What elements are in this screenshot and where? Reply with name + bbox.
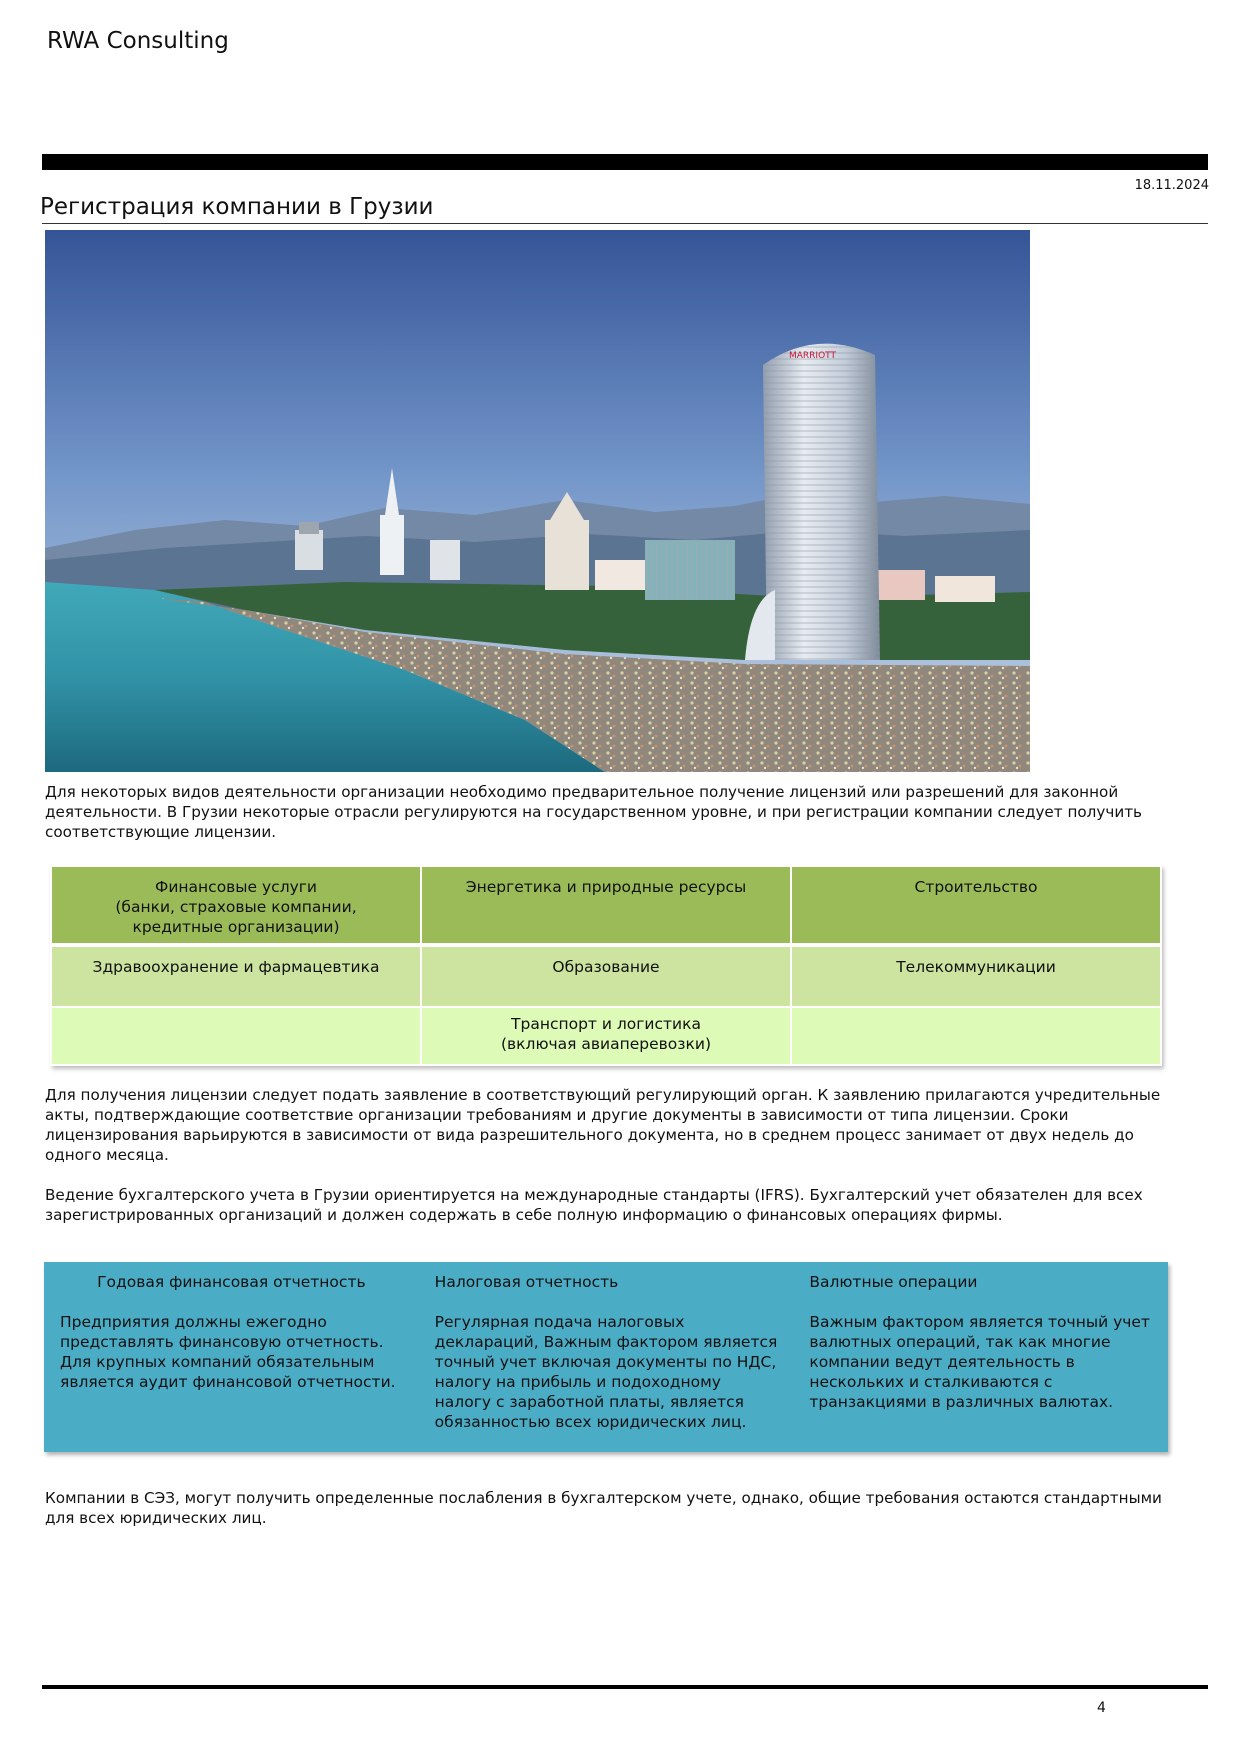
document-date: 18.11.2024 bbox=[1134, 178, 1209, 193]
column-heading: Валютные операции bbox=[809, 1273, 978, 1291]
tower-sign: MARRIOTT bbox=[789, 351, 837, 361]
accounting-requirements-table bbox=[44, 1262, 1168, 1452]
brand-name: RWA Consulting bbox=[47, 28, 229, 54]
cell-line: (включая авиаперевозки) bbox=[501, 1035, 711, 1053]
table-row bbox=[51, 945, 1161, 1007]
license-procedure-paragraph: Для получения лицензии следует подать заявление в соответствующий регулирующий орган. К заявлению прилагаются учредительные акты, подтверждающие соответствие организации требованиям и другие документы в зависимости от типа лицензии. Сроки лицензирования варьируются в зависимости от вида разрешительного документа, но в среднем процесс занимает от двух недель до одного месяца. bbox=[45, 1086, 1161, 1164]
cell-line: кредитные организации) bbox=[132, 918, 340, 936]
table-cell: Телекоммуникации bbox=[791, 945, 1161, 1007]
licensed-industries-table bbox=[50, 865, 1162, 1066]
column-heading: Налоговая отчетность bbox=[434, 1273, 619, 1291]
currency-operations-column bbox=[793, 1262, 1168, 1452]
table-cell bbox=[51, 866, 421, 945]
column-text: Регулярная подача налоговых деклараций, Важным фактором является точный учет включая документы по НДС, налогу на прибыль и подоходному налогу с заработной платы, является обязанностью всех юридических лиц. bbox=[434, 1313, 778, 1431]
cell-line: Транспорт и логистика bbox=[511, 1015, 701, 1033]
title-divider bbox=[42, 223, 1208, 224]
table-cell bbox=[791, 1007, 1161, 1065]
table-row bbox=[51, 866, 1161, 945]
column-heading: Годовая финансовая отчетность bbox=[97, 1273, 366, 1291]
table-cell bbox=[421, 1007, 791, 1065]
page-number: 4 bbox=[1097, 1700, 1106, 1716]
footer-bar bbox=[42, 1685, 1208, 1689]
column-text: Предприятия должны ежегодно представлять финансовую отчетность. Для крупных компаний обязательным является аудит финансовой отчетности. bbox=[60, 1313, 396, 1391]
cell-line: (банки, страховые компании, bbox=[115, 898, 357, 916]
batumi-coastline-photo bbox=[45, 230, 1030, 772]
table-cell bbox=[51, 1007, 421, 1065]
column-text: Важным фактором является точный учет валютных операций, так как многие компании ведут деятельность в нескольких и сталкиваются с транзакциями в различных валютах. bbox=[809, 1313, 1150, 1411]
table-cell: Образование bbox=[421, 945, 791, 1007]
page-title: Регистрация компании в Грузии bbox=[40, 194, 434, 220]
table-row bbox=[51, 1007, 1161, 1065]
tax-reporting-column bbox=[419, 1262, 794, 1452]
cell-line: Финансовые услуги bbox=[154, 878, 318, 896]
table-cell: Здравоохранение и фармацевтика bbox=[51, 945, 421, 1007]
header-bar bbox=[42, 154, 1208, 170]
table-cell: Строительство bbox=[791, 866, 1161, 945]
table-cell: Энергетика и природные ресурсы bbox=[421, 866, 791, 945]
annual-reporting-column bbox=[44, 1262, 419, 1452]
sez-note-paragraph: Компании в СЭЗ, могут получить определенные послабления в бухгалтерском учете, однако, общие требования остаются стандартными для всех юридических лиц. bbox=[45, 1489, 1162, 1527]
accounting-intro-paragraph: Ведение бухгалтерского учета в Грузии ориентируется на международные стандарты (IFRS). Бухгалтерский учет обязателен для всех зарегистрированных организаций и должен содержать в себе полную информацию о финансовых операциях фирмы. bbox=[45, 1186, 1143, 1224]
licensing-intro-paragraph: Для некоторых видов деятельности организации необходимо предварительное получение лицензий или разрешений для законной деятельности. В Грузии некоторые отрасли регулируются на государственном уровне, и при регистрации компании следует получить соответствующие лицензии. bbox=[45, 783, 1143, 841]
